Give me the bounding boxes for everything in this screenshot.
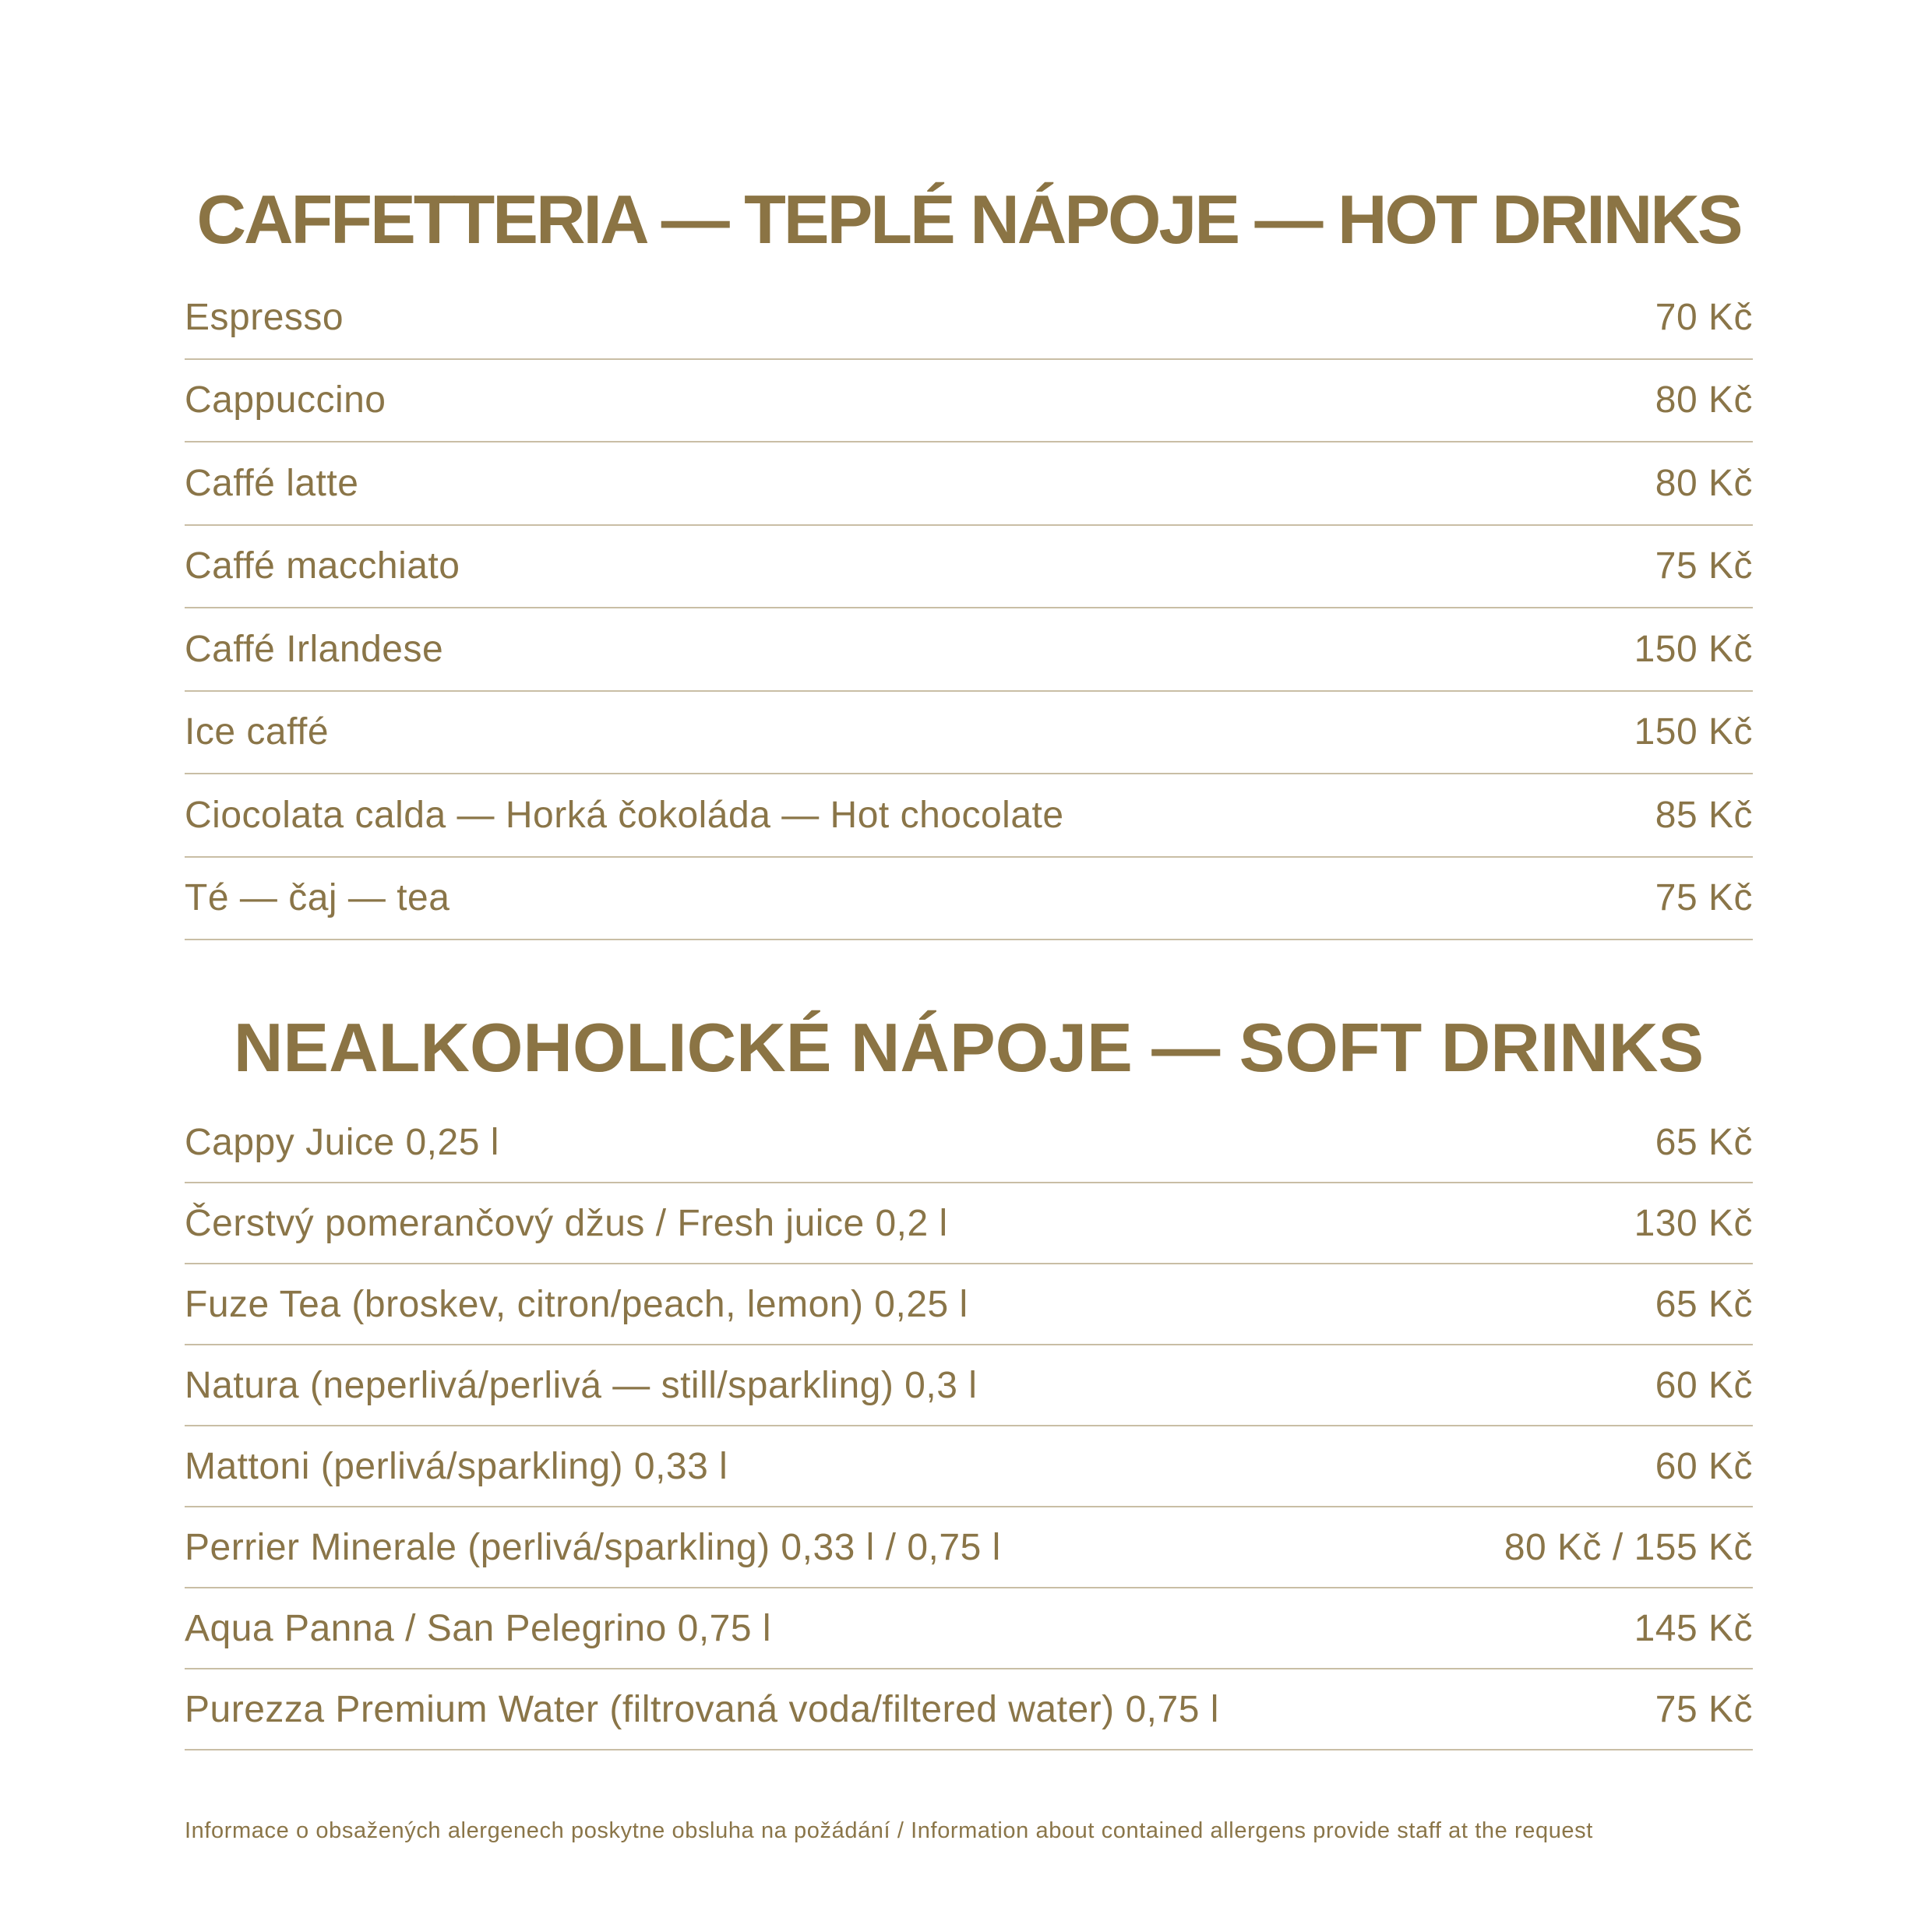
item-price: 150 Kč xyxy=(1634,711,1753,753)
item-name: Ice caffé xyxy=(185,711,330,753)
allergen-footnote: Informace o obsažených alergenech poskytne obsluha na požádání / Information about contained allergens provide staff at the request xyxy=(185,1818,1593,1843)
item-name: Ciocolata calda — Horká čokoláda — Hot chocolate xyxy=(185,794,1064,836)
menu-item xyxy=(185,692,1753,775)
soft-drinks-title: NEALKOHOLICKÉ NÁPOJE — SOFT DRINKS xyxy=(233,1009,1705,1086)
menu-item xyxy=(185,277,1753,360)
item-name: Caffé Irlandese xyxy=(185,628,444,670)
menu-item xyxy=(185,1426,1753,1507)
hot-drinks-list xyxy=(185,277,1753,940)
item-name: Espresso xyxy=(185,296,344,338)
item-price: 130 Kč xyxy=(1634,1202,1753,1244)
menu-item xyxy=(185,1588,1753,1669)
item-price: 150 Kč xyxy=(1634,628,1753,670)
item-price: 60 Kč xyxy=(1655,1445,1753,1487)
menu-item xyxy=(185,526,1753,609)
menu-item xyxy=(185,608,1753,692)
menu-item xyxy=(185,1345,1753,1426)
item-price: 75 Kč xyxy=(1655,1688,1753,1730)
menu-item xyxy=(185,774,1753,858)
item-price: 65 Kč xyxy=(1655,1283,1753,1325)
menu-item xyxy=(185,1183,1753,1264)
item-price: 80 Kč xyxy=(1655,462,1753,504)
item-name: Purezza Premium Water (filtrovaná voda/filtered water) 0,75 l xyxy=(185,1688,1219,1730)
item-price: 80 Kč / 155 Kč xyxy=(1504,1526,1753,1568)
item-name: Fuze Tea (broskev, citron/peach, lemon) 0,25 l xyxy=(185,1283,968,1325)
item-name: Cappuccino xyxy=(185,379,386,421)
item-price: 75 Kč xyxy=(1655,877,1753,919)
item-name: Natura (neperlivá/perlivá — still/sparkling) 0,3 l xyxy=(185,1364,978,1406)
menu-item xyxy=(185,1669,1753,1750)
item-price: 70 Kč xyxy=(1655,296,1753,338)
item-name: Caffé latte xyxy=(185,462,359,504)
item-price: 65 Kč xyxy=(1655,1121,1753,1163)
item-price: 145 Kč xyxy=(1634,1607,1753,1649)
item-name: Mattoni (perlivá/sparkling) 0,33 l xyxy=(185,1445,728,1487)
item-name: Caffé macchiato xyxy=(185,545,460,587)
menu-item xyxy=(185,1507,1753,1588)
item-price: 85 Kč xyxy=(1655,794,1753,836)
item-name: Perrier Minerale (perlivá/sparkling) 0,33 l / 0,75 l xyxy=(185,1526,1001,1568)
soft-drinks-list xyxy=(185,1102,1753,1750)
item-name: Cappy Juice 0,25 l xyxy=(185,1121,499,1163)
menu-item xyxy=(185,858,1753,941)
hot-drinks-title: CAFFETTERIA — TEPLÉ NÁPOJE — HOT DRINKS xyxy=(196,181,1741,258)
item-price: 60 Kč xyxy=(1655,1364,1753,1406)
item-name: Té — čaj — tea xyxy=(185,877,450,919)
item-price: 75 Kč xyxy=(1655,545,1753,587)
item-name: Čerstvý pomerančový džus / Fresh juice 0,2 l xyxy=(185,1202,948,1244)
item-name: Aqua Panna / San Pelegrino 0,75 l xyxy=(185,1607,772,1649)
menu-item xyxy=(185,442,1753,526)
menu-page xyxy=(185,0,1753,1932)
menu-item xyxy=(185,360,1753,443)
menu-item xyxy=(185,1102,1753,1183)
item-price: 80 Kč xyxy=(1655,379,1753,421)
menu-item xyxy=(185,1264,1753,1345)
